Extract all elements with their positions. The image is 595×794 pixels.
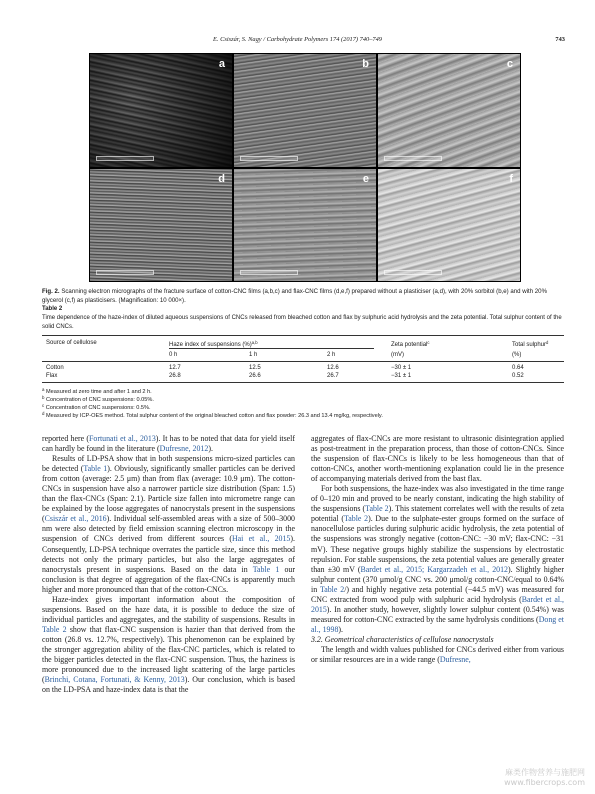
page-number: 743	[555, 36, 565, 43]
paragraph: The length and width values published for CNCs derived either from various or similar resources are in a wide range (Dufresne,	[311, 644, 564, 665]
table-reference-link[interactable]: Table 2	[343, 514, 369, 524]
table-header-source: Source of cellulose	[46, 340, 97, 346]
table-header-sulphur: Total sulphur$^d$	[512, 340, 549, 348]
table-haze-span-rule	[169, 348, 374, 349]
figure-label: Fig. 2.	[42, 288, 60, 295]
citation-link[interactable]: Fortunati et al., 2013	[88, 434, 156, 443]
sem-micrograph-figure	[89, 53, 521, 282]
body-column-left	[42, 434, 295, 695]
citation-link[interactable]: Dong et al., 1998	[311, 614, 565, 634]
table-cell-haze-1h: 12.5	[249, 365, 261, 371]
micrograph-panel-b	[234, 54, 376, 167]
figure-caption	[42, 287, 564, 305]
panel-label: c	[506, 58, 513, 70]
table-header-rule	[42, 361, 564, 362]
panel-label: a	[218, 58, 225, 70]
table-reference-link[interactable]: Table 2	[365, 504, 389, 514]
table-subheader-sulphur-unit: (%)	[512, 352, 522, 358]
table-bottom-rule	[42, 382, 564, 383]
table-cell-sulphur: 0.64	[512, 365, 524, 371]
panel-label: d	[218, 172, 225, 185]
table-reference-link[interactable]: Table 1	[83, 464, 108, 474]
panel-label: e	[362, 172, 369, 185]
body-column-right	[311, 434, 564, 665]
table-cell-zeta: −30 ± 1	[391, 365, 412, 371]
running-title: E. Csiszár, S. Nagy / Carbohydrate Polymers 174 (2017) 740–749	[213, 36, 382, 43]
table-caption: Time dependence of the haze-index of diluted aqueous suspensions of CNCs released from bleached cotton and flax by sulphuric acid hydrolysis and the zeta potential. Total sulphur content of the solid CNCs.	[42, 315, 562, 330]
site-watermark	[504, 768, 585, 788]
scale-bar	[96, 270, 154, 275]
table-2	[42, 305, 564, 419]
scale-bar	[384, 156, 442, 161]
table-reference-link[interactable]: Table 2	[42, 624, 67, 634]
scale-bar	[96, 156, 154, 161]
citation-link[interactable]: Dufresne, 2012	[159, 444, 209, 454]
panel-label: f	[509, 172, 513, 185]
table-header-haze: Haze index of suspensions (%)$^{a,b}$	[169, 340, 258, 348]
citation-link[interactable]: Bardet et al., 2015; Kargarzadeh et al., 2012	[360, 564, 508, 574]
paragraph: Haze-index gives important information about the composition of suspensions. Based on the haze data, it is possible to deduce the size of individual particles and aggregates, and the stability of suspensions. Results in Table 2 show that flax-CNC suspension is hazier than that derived from the cotton (26.8 vs. 12.7%, respectively). This phenomenon can be explained by the stronger aggregation ability of the flax-CNC particles, which is related to the bigger particles detected in the flax-CNC suspension. Thus, the haziness is more pronounced due to the increased light scattering of the large particles (Brinchi, Cotana, Fortunati, & Kenny, 2013). Our conclusion, which is based on the LD-PSA and haze-index data is that the	[42, 594, 295, 695]
panel-label: b	[362, 58, 369, 70]
table-reference-link[interactable]: Table 1	[252, 564, 280, 574]
scale-bar	[240, 270, 298, 275]
table-cell-haze-2h: 12.6	[327, 365, 339, 371]
micrograph-panel-e	[234, 169, 376, 282]
table-subheader-t2: 2 h	[327, 352, 336, 358]
watermark-line: www.fibercrops.com	[504, 778, 585, 787]
table-cell-haze-0h: 12.7	[169, 365, 181, 371]
citation-link[interactable]: Bardet et al., 2015	[311, 594, 565, 614]
citation-link[interactable]: Csiszár et al., 2016	[44, 514, 107, 524]
citation-link[interactable]: Brinchi, Cotana, Fortunati, & Kenny, 2013	[44, 675, 185, 685]
table-cell-haze-1h: 26.6	[249, 373, 261, 379]
paragraph: Results of LD-PSA show that in both suspensions micro-sized particles can be detected (Table 1). Obviously, significantly smaller particles can be derived from cotton (average: 2.5 μm) than from flax (average: 10.9 μm). The cotton-CNCs in suspension have also a narrower particle size distribution (Span: 1.5) than the flax-CNCs (Span: 2.1). Particle size fallen into micrometre range can be explained by the loose aggregates of nanocrystals present in the suspensions (Csiszár et al., 2016). Individual self-assembled areas with a size of 500–3000 nm were also detected by field emission scanning electron microscopy in the suspension of CNCs derived from different sources (Hai et al., 2015). Consequently, LD-PSA technique overrates the particle size, since this method detects not only the primary particles, but also the large aggregates of nanocrystals present in suspensions. Based on the data in Table 1 our conclusion is that degree of aggregation of the flax-CNCs is apparently much higher and more pronounced than that of the cotton-CNCs.	[42, 454, 295, 594]
scale-bar	[384, 270, 442, 275]
paragraph: aggregates of flax-CNCs are more resistant to ultrasonic disintegration applied as post-treatment in the preparation process, than those of cotton-CNCs. Since the suspension of flax-CNCs is likely to be less homogeneous than that of cotton-CNCs, another worth-mentioning explanation could lie in the presence of accompanying materials derived from the bast flax.	[311, 434, 564, 484]
table-footnote: $^c$ Concentration of CNC suspensions: 0.5%.	[42, 403, 151, 411]
section-heading: 3.2. Geometrical characteristics of cellulose nanocrystals	[311, 634, 494, 644]
table-subheader-t0: 0 h	[169, 352, 178, 358]
scale-bar	[240, 156, 298, 161]
micrograph-panel-f	[378, 169, 520, 282]
table-subheader-t1: 1 h	[249, 352, 258, 358]
figure-caption-text: Scanning electron micrographs of the fracture surface of cotton-CNC films (a,b,c) and flax-CNC films (d,e,f) prepared without a plasticiser (a,d), with 20% sorbitol (b,e) and with 20% glycerol (c,f) as plasticisers. (Magnification: 10 000×).	[42, 288, 547, 304]
micrograph-panel-c	[378, 54, 520, 167]
table-reference-link[interactable]: Table 2	[319, 584, 345, 594]
micrograph-panel-a	[90, 54, 232, 167]
citation-link[interactable]: Hai et al., 2015	[231, 534, 291, 544]
paragraph: reported here (Fortunati et al., 2013). It has to be noted that data for yield itself can hardly be found in the literature (Dufresne, 2012).	[42, 434, 295, 454]
table-cell-haze-0h: 26.8	[169, 373, 181, 379]
table-header-zeta: Zeta potential$^c$	[391, 340, 430, 348]
micrograph-panel-d	[90, 169, 232, 282]
table-cell-source: Cotton	[46, 365, 64, 371]
table-top-rule	[42, 335, 564, 336]
table-cell-source: Flax	[46, 373, 58, 379]
table-label: Table 2	[42, 306, 63, 312]
table-footnote: $^d$ Measured by ICP-OES method. Total sulphur content of the original bleached cotton and flax powder: 26.3 and 13.4 mg/kg, respectively.	[42, 411, 383, 419]
paragraph: For both suspensions, the haze-index was also investigated in the time range of 0–120 min and proved to be nearly constant, indicating the high stability of the suspensions (Table 2). This statement correlates well with the results of zeta potential (Table 2). Due to the sulphate-ester groups formed on the surface of nanocellulose particles during sulphuric acidic hydrolysis, the zeta potential of the suspensions was strongly negative (cotton-CNC: −30 mV; flax-CNC: −31 mV). These negative groups highly stabilize the suspensions by electrostatic repulsion. For stable suspensions, the zeta potential values are generally greater than ±30 mV (Bardet et al., 2015; Kargarzadeh et al., 2012). Slightly higher sulphur content (370 μmol/g CNC vs. 200 μmol/g cotton-CNC/equal to 0.64% in Table 2/) and highly negative zeta potential (−44.5 mV) was measured for CNC extracted from wood pulp with sulphuric acid hydrolysis (Bardet et al., 2015). In another study, however, slightly lower sulphur content (0.54%) was measured for cotton-CNC extracted by the same hydrolysis conditions (Dong et al., 1998).	[311, 484, 565, 634]
table-cell-zeta: −31 ± 1	[391, 373, 412, 379]
table-footnote: $^b$ Concentration of CNC suspensions: 0.05%.	[42, 395, 154, 403]
watermark-line: 麻类作物营养与施肥网	[505, 768, 585, 777]
table-footnote: $^a$ Measured at zero time and after 1 and 2 h.	[42, 387, 152, 395]
table-cell-haze-2h: 26.7	[327, 373, 339, 379]
table-cell-sulphur: 0.52	[512, 373, 524, 379]
table-subheader-zeta-unit: (mV)	[391, 352, 404, 358]
citation-link[interactable]: Dufresne,	[439, 655, 471, 665]
